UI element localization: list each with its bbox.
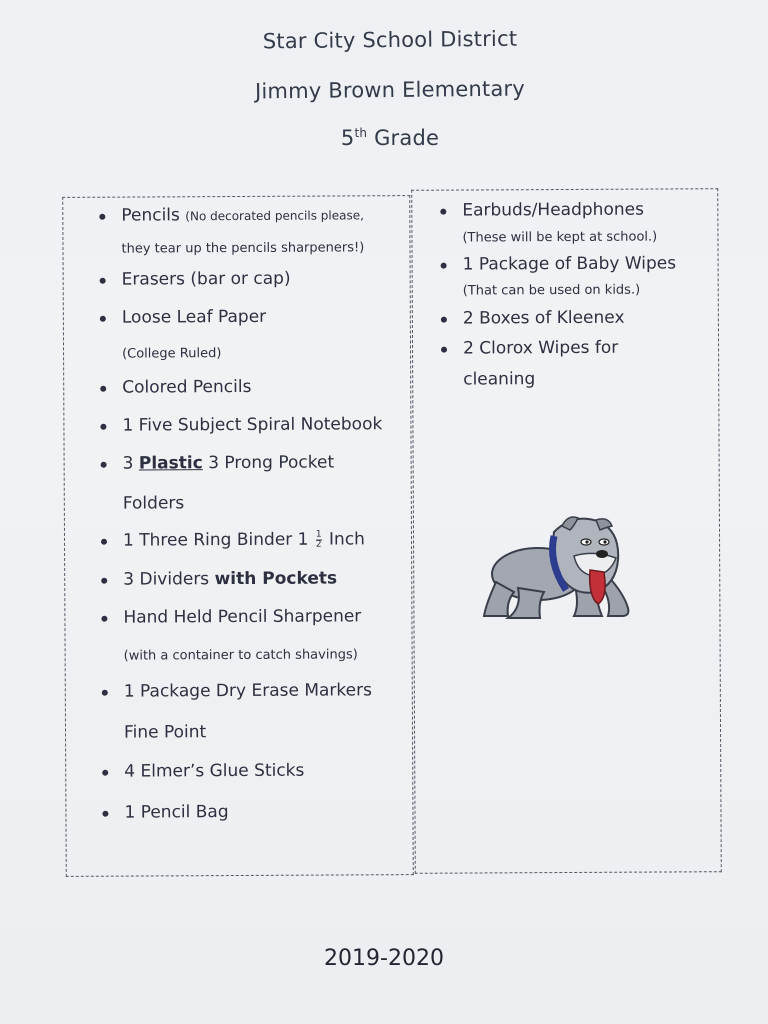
folders-continued: Folders (122, 493, 185, 514)
list-item-pencils: Pencils (No decorated pencils please, (121, 204, 364, 225)
list-item-dividers: 3 Dividers with Pockets (123, 568, 337, 589)
list-item-earbuds: Earbuds/Headphones (462, 200, 644, 221)
bulldog-mascot-icon (478, 512, 640, 624)
list-item-kleenex: 2 Boxes of Kleenex (463, 308, 625, 329)
list-item-colored-pencils: Colored Pencils (122, 377, 251, 398)
list-item-markers: 1 Package Dry Erase Markers (124, 680, 372, 701)
grade-number: 5 (340, 126, 355, 150)
sharpener-note: (with a container to catch shavings) (123, 647, 358, 664)
list-item-folders: 3 Plastic 3 Prong Pocket (123, 452, 335, 473)
list-item-pencil-bag: 1 Pencil Bag (124, 802, 228, 823)
loose-leaf-note: (College Ruled) (122, 346, 222, 362)
school-title: Jimmy Brown Elementary (254, 76, 526, 104)
list-item-spiral: 1 Five Subject Spiral Notebook (122, 414, 382, 435)
list-item-baby-wipes: 1 Package of Baby Wipes (463, 253, 677, 274)
list-item-sharpener: Hand Held Pencil Sharpener (123, 606, 361, 627)
list-item-loose-leaf: Loose Leaf Paper (122, 307, 266, 328)
school-year: 2019-2020 (324, 946, 444, 971)
binder-fraction: $\frac{1}{2}$ (315, 529, 322, 550)
pencils-note: they tear up the pencils sharpeners!) (121, 240, 365, 257)
district-title: Star City School District (262, 26, 518, 54)
grade-suffix: th (354, 126, 368, 140)
list-item-erasers: Erasers (bar or cap) (122, 269, 291, 290)
earbuds-note: (These will be kept at school.) (462, 229, 658, 246)
clorox-continued: cleaning (463, 369, 536, 390)
grade-title (6, 126, 768, 150)
grade-word: Grade (374, 126, 440, 150)
list-item-glue: 4 Elmer’s Glue Sticks (124, 761, 304, 782)
list-item-clorox: 2 Clorox Wipes for (463, 338, 618, 359)
list-item-binder: 1 Three Ring Binder 1 $\frac{1}{2}$ Inch (123, 529, 365, 550)
left-supply-column (62, 195, 414, 877)
baby-wipes-note: (That can be used on kids.) (462, 282, 641, 299)
markers-continued: Fine Point (123, 722, 207, 743)
